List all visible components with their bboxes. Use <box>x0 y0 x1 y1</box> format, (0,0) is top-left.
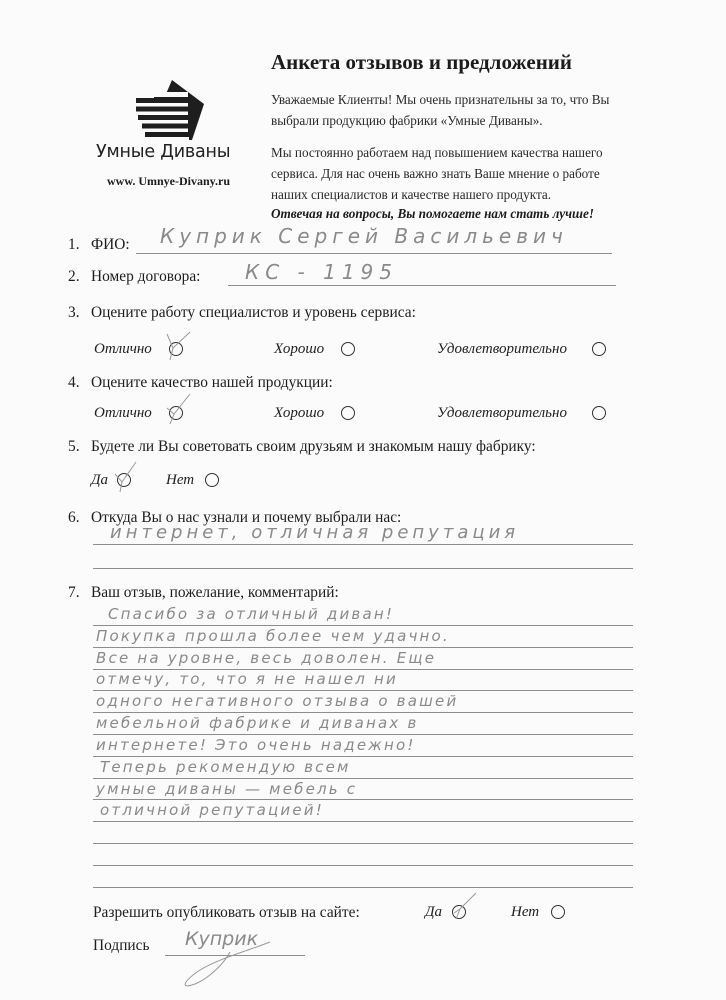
q2-number: 2. <box>68 268 80 285</box>
q3-option-label: Удовлетворительно <box>437 341 567 357</box>
q6-label: Откуда Вы о нас узнали и почему выбрали нас: <box>91 509 402 526</box>
comment-line <box>93 778 633 779</box>
q1-label: ФИО: <box>91 236 130 253</box>
intro-text: выбрали продукцию фабрики «Умные Диваны». <box>271 113 543 128</box>
intro-text: сервиса. Для нас очень важно знать Ваше мнение о работе <box>271 166 600 181</box>
comment-line <box>93 712 633 713</box>
checkmark-icon <box>450 893 480 923</box>
comment-text-line: отмечу, то, что я не нашел ни <box>96 670 398 688</box>
q5-label: Будете ли Вы советовать своим друзьям и знакомым нашу фабрику: <box>91 438 536 455</box>
comment-line <box>93 625 633 626</box>
publish-option-label: Да <box>425 904 443 920</box>
q1-number: 1. <box>68 236 80 253</box>
comment-text-line: умные диваны — мебель с <box>96 780 358 798</box>
comment-text-line: Все на уровне, весь доволен. Еще <box>96 649 437 667</box>
comment-text-line: Покупка прошла более чем удачно. <box>96 627 450 645</box>
q6-answer-line <box>93 544 633 545</box>
q4-radio-good[interactable] <box>341 406 355 420</box>
q1-answer-line <box>136 253 612 254</box>
q2-answer-line <box>228 285 616 286</box>
q4-option-label: Отлично <box>94 405 152 421</box>
q4-number: 4. <box>68 374 80 391</box>
q5-radio-no[interactable] <box>205 473 219 487</box>
comment-line <box>93 821 633 822</box>
intro-text: Уважаемые Клиенты! Мы очень признательны за то, что Вы <box>271 92 610 107</box>
comment-line <box>93 843 633 844</box>
comment-text-line: Теперь рекомендую всем <box>100 758 351 776</box>
q3-number: 3. <box>68 304 80 321</box>
q7-number: 7. <box>68 584 80 601</box>
comment-line <box>93 734 633 735</box>
q2-answer[interactable]: КС - 1195 <box>245 260 398 284</box>
comment-text-line: Спасибо за отличный диван! <box>108 605 395 623</box>
signature-flourish-icon <box>170 940 280 990</box>
publish-radio-no[interactable] <box>551 905 565 919</box>
page-title: Анкета отзывов и предложений <box>271 50 573 74</box>
intro-text: наших специалистов и качестве нашего продукта. <box>271 187 552 202</box>
q6-answer[interactable]: интернет, отличная репутация <box>110 522 520 543</box>
logo-icon <box>130 76 210 142</box>
comment-text-line: интернете! Это очень надежно! <box>96 736 416 754</box>
q4-option-label: Удовлетворительно <box>437 405 567 421</box>
q4-label: Оцените качество нашей продукции: <box>91 374 333 391</box>
comment-text-line: мебельной фабрике и диванах в <box>96 714 419 732</box>
q3-option-label: Отлично <box>94 341 152 357</box>
q3-label: Оцените работу специалистов и уровень сервиса: <box>91 304 416 321</box>
comment-line <box>93 887 633 888</box>
comment-line <box>93 647 633 648</box>
q6-number: 6. <box>68 509 80 526</box>
q4-radio-satisfactory[interactable] <box>592 406 606 420</box>
q6-answer-line <box>93 568 633 569</box>
q2-label: Номер договора: <box>91 268 201 285</box>
q5-number: 5. <box>68 438 80 455</box>
publish-option-label: Нет <box>511 904 540 920</box>
intro-text: Мы постоянно работаем над повышением качества нашего <box>271 145 603 160</box>
brand-name: Умные Диваны <box>96 142 231 162</box>
comment-line <box>93 756 633 757</box>
q4-option-label: Хорошо <box>274 405 325 421</box>
q5-option-label: Нет <box>166 472 195 488</box>
q3-option-label: Хорошо <box>274 341 325 357</box>
comment-text-line: одного негативного отзыва о вашей <box>96 692 459 710</box>
publish-label: Разрешить опубликовать отзыв на сайте: <box>93 904 360 921</box>
comment-line <box>93 865 633 866</box>
signature-label: Подпись <box>93 937 150 954</box>
q3-radio-satisfactory[interactable] <box>592 342 606 356</box>
comment-line <box>93 690 633 691</box>
comment-text-line: отличной репутацией! <box>100 801 324 819</box>
q1-answer[interactable]: Куприк Сергей Васильевич <box>160 224 568 248</box>
website-url: www. Umnye-Divany.ru <box>107 174 231 188</box>
q3-radio-good[interactable] <box>341 342 355 356</box>
checkmark-icon <box>164 394 194 424</box>
signature[interactable]: Куприк <box>185 928 259 950</box>
checkmark-icon <box>164 332 194 362</box>
q5-option-label: Да <box>91 472 109 488</box>
q7-label: Ваш отзыв, пожелание, комментарий: <box>91 584 339 601</box>
checkmark-icon <box>112 462 142 494</box>
slogan: Отвечая на вопросы, Вы помогаете нам стать лучше! <box>271 206 594 221</box>
comment-line <box>93 799 633 800</box>
